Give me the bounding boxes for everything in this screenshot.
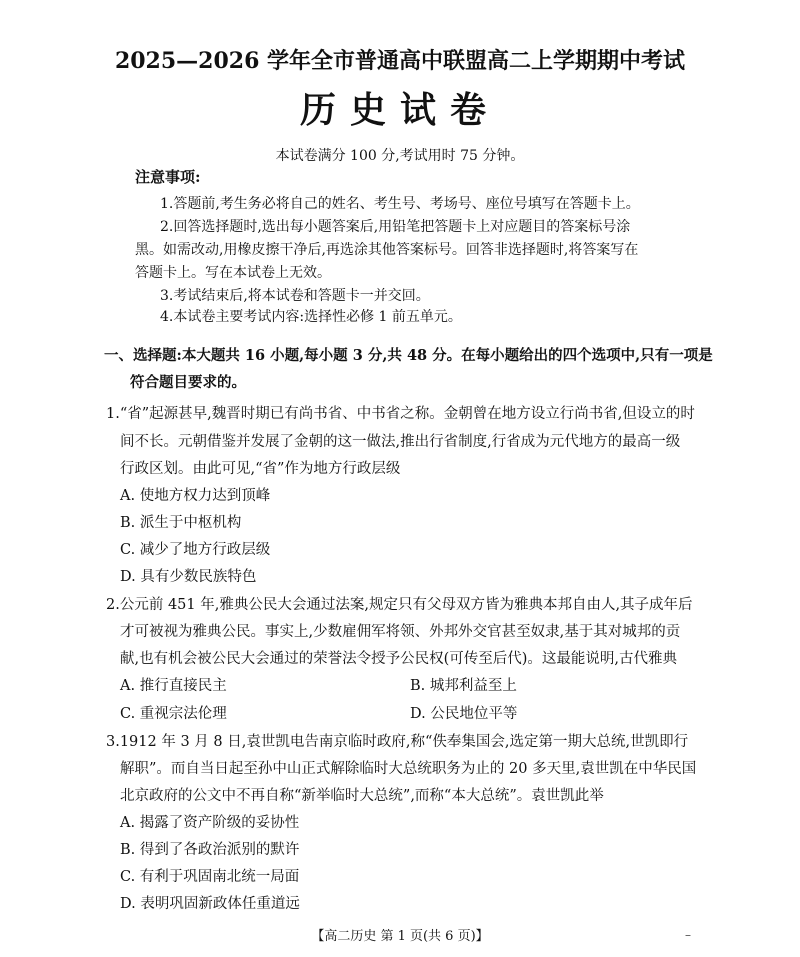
q2-option-c: C. 重视宗法伦理	[120, 706, 227, 722]
exam-title: 2025—2026 学年全市普通高中联盟高二上学期期中考试	[114, 48, 686, 74]
q1-option-b: B. 派生于中枢机构	[120, 515, 242, 531]
notice-item: 1.答题前,考生务必将自己的姓名、考生号、考场号、座位号填写在答题卡上。	[160, 196, 640, 212]
q1-stem-line: 1.“省”起源甚早,魏晋时期已有尚书省、中书省之称。金朝曾在地方设立行尚书省,但设立的时	[106, 406, 695, 422]
score-note: 本试卷满分 100 分,考试用时 75 分钟。	[275, 148, 525, 164]
notice-item: 2.回答选择题时,选出每小题答案后,用铅笔把答题卡上对应题目的答案标号涂	[160, 219, 631, 235]
notice-item: 答题卡上。写在本试卷上无效。	[135, 265, 331, 281]
q3-option-d: D. 表明巩固新政体任重道远	[120, 896, 300, 912]
q2-option-a: A. 推行直接民主	[120, 678, 227, 694]
q3-option-c: C. 有利于巩固南北统一局面	[120, 869, 300, 885]
q2-stem-line: 才可被视为雅典公民。事实上,少数雇佣军将领、外邦外交官甚至奴隶,基于其对城邦的贡	[120, 624, 681, 640]
subject-title: 历史试卷	[299, 89, 500, 131]
notice-title: 注意事项:	[135, 168, 201, 186]
q1-option-c: C. 减少了地方行政层级	[120, 542, 271, 558]
q1-stem-line: 间不长。元朝借鉴并发展了金朝的这一做法,推出行省制度,行省成为元代地方的最高一级	[120, 434, 681, 450]
q3-option-a: A. 揭露了资产阶级的妥协性	[120, 815, 300, 831]
notice-item: 黑。如需改动,用橡皮擦干净后,再选涂其他答案标号。回答非选择题时,将答案写在	[135, 242, 639, 258]
section-title-cont: 符合题目要求的。	[130, 374, 246, 391]
notice-item: 4.本试卷主要考试内容:选择性必修 1 前五单元。	[160, 309, 462, 325]
q3-option-b: B. 得到了各政治派别的默许	[120, 842, 300, 858]
q2-option-b: B. 城邦利益至上	[410, 678, 517, 694]
q3-stem-line: 解职”。而自当日起至孙中山正式解除临时大总统职务为止的 20 多天里,袁世凯在中华民国	[120, 761, 697, 777]
q3-stem-line: 3.1912 年 3 月 8 日,袁世凯电告南京临时政府,称“佚奉集国会,选定第一期大总统,世凯即行	[106, 734, 689, 750]
corner-mark: –	[685, 928, 691, 942]
page-footer: 【高二历史 第 1 页(共 6 页)】	[311, 929, 489, 944]
q1-option-d: D. 具有少数民族特色	[120, 569, 257, 585]
q3-stem-line: 北京政府的公文中不再自称“新举临时大总统”,而称“本大总统”。袁世凯此举	[120, 788, 604, 804]
q2-stem-line: 献,也有机会被公民大会通过的荣誉法令授予公民权(可传至后代)。这最能说明,古代雅典	[120, 651, 678, 667]
section-title: 一、选择题:本大题共 16 小题,每小题 3 分,共 48 分。在每小题给出的四个选项中,只有一项是	[104, 347, 713, 364]
q2-stem-line: 2.公元前 451 年,雅典公民大会通过法案,规定只有父母双方皆为雅典本邦自由人,其子成年后	[106, 597, 693, 613]
notice-item: 3.考试结束后,将本试卷和答题卡一并交回。	[160, 288, 430, 304]
q2-option-d: D. 公民地位平等	[410, 706, 518, 722]
q1-stem-line: 行政区划。由此可见,“省”作为地方行政层级	[120, 461, 401, 477]
q1-option-a: A. 使地方权力达到顶峰	[120, 488, 271, 504]
